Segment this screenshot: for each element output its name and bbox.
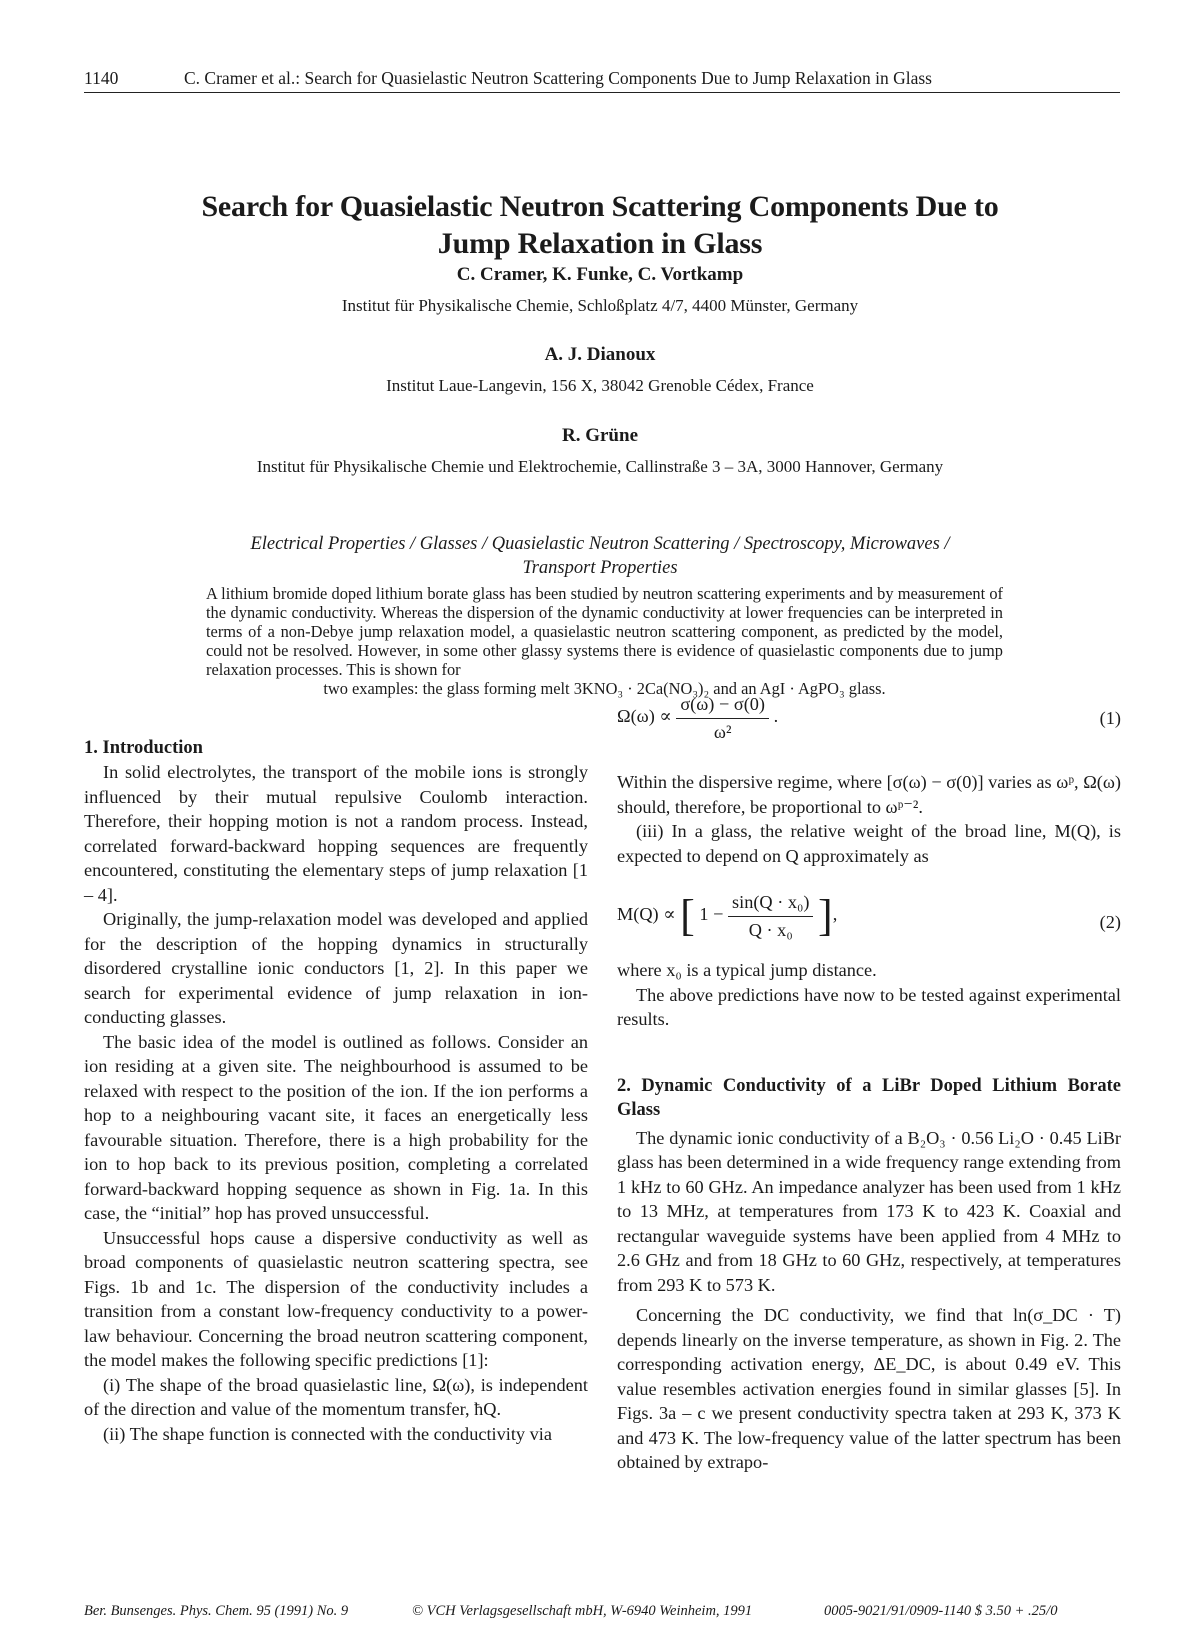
eq1-trail: . [773,706,779,727]
paragraph: Originally, the jump-relaxation model was developed and applied for the description of the hopping dynamics in structurally disordered crystalline ionic conductors [1, 2]. In this paper we search for experimental evidence of jump relaxation in ion-conducting glasses. [84,909,588,1027]
section-2-heading: 2. Dynamic Conductivity of a LiBr Doped Lithium Borate Glass [617,1075,1121,1120]
article-title [100,188,1100,262]
section-1-heading: 1. Introduction [84,738,203,758]
page-number: 1140 [84,68,119,88]
affiliation-1: Institut für Physikalische Chemie, Schloßplatz 4/7, 4400 Münster, Germany [341,296,859,315]
eq2-lhs: M(Q) ∝ [617,904,676,925]
keywords-line-1: Electrical Properties / Glasses / Quasielastic Neutron Scattering / Spectroscopy, Microwaves / [250,534,950,554]
keywords [140,532,1060,580]
eq2-one-minus: 1 − [699,904,724,925]
title-line-1: Search for Quasielastic Neutron Scattering Components Due to [201,190,999,223]
right-column [617,692,1121,1475]
paragraph: The above predictions have now to be tested against experimental results. [617,984,1121,1029]
title-line-2: Jump Relaxation in Glass [437,227,763,260]
affiliation-3: Institut für Physikalische Chemie und Elektrochemie, Callinstraße 3 – 3A, 3000 Hannover, Germany [256,457,944,476]
eq2-numerator: sin(Q · x₀) [728,890,813,917]
abstract-body: A lithium bromide doped lithium borate glass has been studied by neutron scattering experiments and by measurement of the dynamic conductivity. Whereas the dispersion of the dynamic conductivity at lower frequencies can be interpreted in terms of a non-Debye jump relaxation model, a quasielastic neutron scattering component, as predicted by the model, could not be resolved. However, in some other glassy systems there is evidence of quasielastic components due to jump relaxation processes. This is shown for [206,584,1003,680]
left-column [84,736,588,1446]
abstract-last-line: two examples: the glass forming melt 3KNO₃ · 2Ca(NO₃)₂ and an AgI · AgPO₃ glass. [323,679,886,699]
footer-journal: Ber. Bunsenges. Phys. Chem. 95 (1991) No. 9 [84,1603,349,1619]
author-group-3: R. Grüne [562,425,638,446]
footer-code: 0005-9021/91/0909-1140 $ 3.50 + .25/0 [824,1603,1058,1619]
paragraph: (ii) The shape function is connected with the conductivity via [103,1423,552,1444]
keywords-line-2: Transport Properties [522,558,678,578]
affiliation-2: Institut Laue-Langevin, 156 X, 38042 Grenoble Cédex, France [386,376,814,395]
eq1-numerator: σ(ω) − σ(0) [676,692,769,719]
author-group-2: A. J. Dianoux [544,344,656,365]
paragraph: Unsuccessful hops cause a dispersive conductivity as well as broad components of quasielastic neutron scattering spectra, see Figs. 1b and 1c. The dispersion of the conductivity includes a transition from a constant low-frequency conductivity to a power-law behaviour. Concerning the broad neutron scattering component, the model makes the following specific predictions [1]: [84,1227,588,1370]
eq1-number: (1) [1099,708,1121,728]
paragraph: (i) The shape of the broad quasielastic line, Ω(ω), is independent of the direction and value of the momentum transfer, ħQ. [84,1374,588,1419]
eq2-fraction [728,890,813,942]
paragraph: The basic idea of the model is outlined as follows. Consider an ion residing at a given site. The neighbourhood is assumed to be relaxed with respect to the position of the ion. If the ion performs a hop to a neighbouring vacant site, it faces an energetically less favourable situation. Therefore, there is a high probability for the ion to hop back to its previous position, completing a correlated forward-backward hopping sequence as shown in Fig. 1a. In this case, the “initial” hop has proved unsuccessful. [84,1031,588,1223]
eq1-lhs: Ω(ω) ∝ [617,706,672,727]
abstract [206,584,1003,699]
eq1-denominator: ω² [713,721,732,742]
paragraph: (iii) In a glass, the relative weight of the broad line, M(Q), is expected to depend on Q approximately as [617,821,1121,866]
eq2-left-bracket: [ [680,891,695,940]
paragraph: Within the dispersive regime, where [σ(ω) − σ(0)] varies as ωᵖ, Ω(ω) should, therefore, be proportional to ωᵖ⁻². [617,772,1121,817]
running-header [84,66,1120,93]
equation-2 [617,890,1121,956]
eq2-right-bracket: ] [818,891,833,940]
eq2-trail: , [832,904,838,925]
author-group-1: C. Cramer, K. Funke, C. Vortkamp [456,264,744,285]
paragraph: where x₀ is a typical jump distance. [617,960,877,980]
eq2-denominator: Q · x₀ [748,919,793,940]
footer-publisher: © VCH Verlagsgesellschaft mbH, W-6940 Weinheim, 1991 [412,1603,753,1619]
paragraph: The dynamic ionic conductivity of a B₂O₃ · 0.56 Li₂O · 0.45 LiBr glass has been determined in a wide frequency range extending from 1 kHz to 60 GHz. An impedance analyzer has been used from 1 kHz to 13 MHz, at temperatures from 173 K to 423 K. Coaxial and rectangular waveguide systems have been applied from 4 MHz to 2.6 GHz and from 18 GHz to 60 GHz, respectively, at temperatures from 293 K to 573 K. [617,1127,1121,1295]
paragraph: Concerning the DC conductivity, we find that ln(σ_DC · T) depends linearly on the inverse temperature, as shown in Fig. 2. The corresponding activation energy, ΔE_DC, is about 0.49 eV. This value resembles activation energies found in similar glasses [5]. In Figs. 3a – c we present conductivity spectra taken at 293 K, 373 K and 473 K. The low-frequency value of the latter spectrum has been obtained by extrapo- [617,1305,1121,1472]
paragraph: In solid electrolytes, the transport of the mobile ions is strongly influenced by their mutual repulsive Coulomb interaction. Therefore, their hopping motion is not a random process. Instead, correlated forward-backward hopping sequences are frequently encountered, constituting the elementary steps of jump relaxation [1 – 4]. [84,762,588,905]
equation-1 [617,692,1121,748]
eq1-fraction [676,692,769,744]
running-title: C. Cramer et al.: Search for Quasielastic Neutron Scattering Components Due to Jump Relaxation in Glass [184,68,932,88]
eq2-number: (2) [1099,912,1121,932]
